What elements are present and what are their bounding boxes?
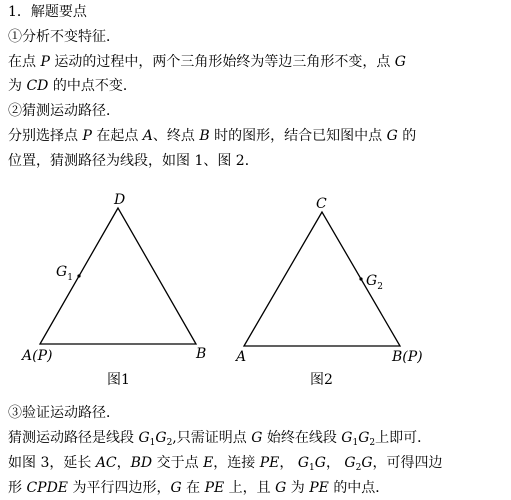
label-a-fig2: A: [236, 349, 247, 365]
label-g2: $G_2$: [366, 273, 383, 292]
step3-line2: 如图 3，延长 AC，BD 交于点 E，连接 PE， $G_1G$， $G_2G$，可得四边: [8, 455, 443, 473]
point-g1: [77, 274, 80, 277]
figure-1: [20, 192, 206, 388]
point-g2: [359, 277, 362, 280]
label-d: D: [114, 192, 126, 208]
step3-line3: 形 CPDE 为平行四边形，G 在 PE 上，且 G 为 PE 的中点．: [8, 480, 390, 496]
step1-title: ①分析不变特征．: [8, 29, 120, 45]
step3-title: ③验证运动路径．: [8, 405, 120, 421]
caption-fig2: 图2: [310, 372, 333, 388]
step1-line2: 为 CD 的中点不变．: [8, 78, 137, 94]
step1-line1: 在点 P 运动的过程中，两个三角形始终为等边三角形不变，点 G: [8, 54, 406, 70]
step3-line1: 猜测运动路径是线段 $G_1G_2$,只需证明点 G 始终在线段 $G_1G_2$上即可．: [8, 430, 432, 448]
caption-fig1: 图1: [107, 372, 130, 388]
label-b-fig1: B: [196, 346, 207, 362]
label-c: C: [316, 196, 327, 212]
step2-line1: 分别选择点 P 在起点 A、终点 B 时的图形，结合已知图中点 G 的: [8, 128, 417, 144]
label-b-p: B(P): [392, 349, 423, 365]
label-g1: $G_1$: [56, 264, 73, 283]
step2-title: ②猜测运动路径．: [8, 103, 120, 119]
step2-line2: 位置，猜测路径为线段，如图 1、图 2．: [8, 153, 259, 169]
heading: 1．解题要点: [8, 4, 87, 20]
label-a-p: A(P): [22, 348, 53, 364]
figure-2: [234, 196, 423, 388]
